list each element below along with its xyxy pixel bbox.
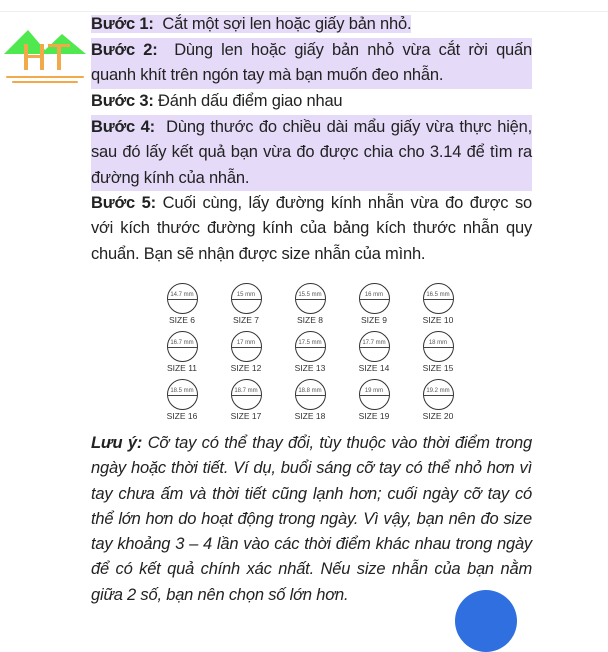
step-label: Bước 2: (91, 41, 158, 59)
size-label: SIZE 19 (358, 411, 390, 421)
ring-circle-icon (295, 283, 326, 314)
diameter-label: 15.5 mm (298, 291, 322, 298)
step-text: quanh khít trên ngón tay mà bạn muốn đeo nhẫn. (91, 66, 444, 85)
diameter-label: 16.5 mm (426, 291, 450, 298)
diameter-label: 18.5 mm (170, 387, 194, 394)
step-5 (91, 191, 532, 267)
size-label: SIZE 7 (233, 315, 259, 325)
size-label: SIZE 12 (230, 363, 262, 373)
size-label: SIZE 8 (297, 315, 323, 325)
ring-size-item (278, 379, 342, 421)
note-text: để có kết quả chính xác nhất. Nếu size nhẫn của bạn nằm (91, 560, 532, 579)
step-label: Bước 5: (91, 194, 156, 212)
diameter-label: 17.7 mm (362, 339, 386, 346)
diameter-label: 18 mm (428, 339, 448, 346)
step-label: Bước 3: (91, 92, 154, 110)
ring-size-item (214, 331, 278, 373)
note-text: ngày hoặc thời tiết. Ví dụ, buổi sáng cỡ tay có thể nhỏ hơn vì (91, 459, 532, 478)
ring-circle-icon (231, 331, 262, 362)
size-label: SIZE 17 (230, 411, 262, 421)
note-text: tay khoảng 3 – 4 lần vào các thời điểm khác nhau trong ngày (91, 535, 532, 554)
ring-circle-icon (423, 283, 454, 314)
diameter-label: 15 mm (236, 291, 256, 298)
diameter-label: 14.7 mm (170, 291, 194, 298)
size-label: SIZE 16 (166, 411, 198, 421)
natural-stone-logo (2, 20, 88, 90)
diameter-label: 17.5 mm (298, 339, 322, 346)
ring-circle-icon (359, 331, 390, 362)
size-label: SIZE 11 (166, 363, 198, 373)
step-4 (91, 115, 532, 191)
ring-circle-icon (231, 283, 262, 314)
step-3 (91, 89, 532, 114)
ring-size-item (150, 283, 214, 325)
size-label: SIZE 18 (294, 411, 326, 421)
ring-circle-icon (359, 379, 390, 410)
ring-circle-icon (167, 283, 198, 314)
ring-size-item (406, 331, 470, 373)
step-text: sau đó lấy kết quả bạn vừa đo được chia cho 3.14 để tìm ra (91, 143, 532, 162)
diameter-label: 18.7 mm (234, 387, 258, 394)
ring-size-item (278, 283, 342, 325)
ring-circle-icon (423, 379, 454, 410)
step-text: chuẩn. Bạn sẽ nhận được size nhẫn của mình. (91, 244, 426, 263)
diameter-label: 16 mm (364, 291, 384, 298)
floating-action-button[interactable] (455, 590, 517, 652)
size-label: SIZE 10 (422, 315, 454, 325)
diameter-label: 19 mm (364, 387, 384, 394)
size-label: SIZE 15 (422, 363, 454, 373)
diameter-label: 18.8 mm (298, 387, 322, 394)
ring-circle-icon (295, 379, 326, 410)
ring-size-item (342, 283, 406, 325)
ring-size-item (342, 331, 406, 373)
step-text: Dùng thước đo chiều dài mẩu giấy vừa thực hiện, (166, 118, 532, 136)
ring-size-item (150, 331, 214, 373)
note-text: giữa 2 số, bạn nên chọn số lớn hơn. (91, 585, 349, 604)
ring-size-item (214, 283, 278, 325)
size-label: SIZE 6 (169, 315, 195, 325)
step-text: Cuối cùng, lấy đường kính nhẫn vừa đo được so (162, 194, 532, 212)
diameter-label: 17 mm (236, 339, 256, 346)
ring-size-item (406, 379, 470, 421)
ring-circle-icon (359, 283, 390, 314)
ring-circle-icon (167, 379, 198, 410)
step-text: Cắt một sợi len hoặc giấy bản nhỏ. (162, 15, 412, 33)
note-text: Cỡ tay có thể thay đổi, tùy thuộc vào thời điểm trong (147, 434, 533, 452)
ring-circle-icon (167, 331, 198, 362)
note-text: thể lớn hơn do hoạt động trong ngày. Vì vậy, bạn nên đo size (91, 509, 532, 528)
ring-size-item (342, 379, 406, 421)
size-label: SIZE 20 (422, 411, 454, 421)
step-text: với kích thước đường kính của bảng kích thước nhẫn quy (91, 219, 532, 238)
step-text: Dùng len hoặc giấy bản nhỏ vừa cắt rời quấn (174, 41, 532, 59)
step-1 (91, 12, 532, 37)
ring-circle-icon (231, 379, 262, 410)
diameter-label: 19.2 mm (426, 387, 450, 394)
note-text: tay chưa ấm và thời tiết cũng lạnh hơn; cuối ngày cỡ tay có (91, 484, 532, 503)
step-text: đường kính của nhẫn. (91, 168, 250, 187)
size-label: SIZE 9 (361, 315, 387, 325)
step-label: Bước 4: (91, 118, 155, 136)
size-label: SIZE 14 (358, 363, 390, 373)
ring-size-item (214, 379, 278, 421)
step-2 (91, 38, 532, 89)
step-text: Đánh dấu điểm giao nhau (158, 92, 343, 110)
ring-size-item (150, 379, 214, 421)
ring-size-item (278, 331, 342, 373)
size-label: SIZE 13 (294, 363, 326, 373)
ring-size-item (406, 283, 470, 325)
logo-wordmark (6, 76, 84, 83)
note-label: Lưu ý: (91, 434, 143, 452)
ring-circle-icon (295, 331, 326, 362)
ring-circle-icon (423, 331, 454, 362)
step-label: Bước 1: (91, 15, 154, 33)
diameter-label: 16.7 mm (170, 339, 194, 346)
note-paragraph (91, 431, 532, 608)
ring-size-chart (150, 283, 470, 421)
top-bar (0, 0, 608, 12)
